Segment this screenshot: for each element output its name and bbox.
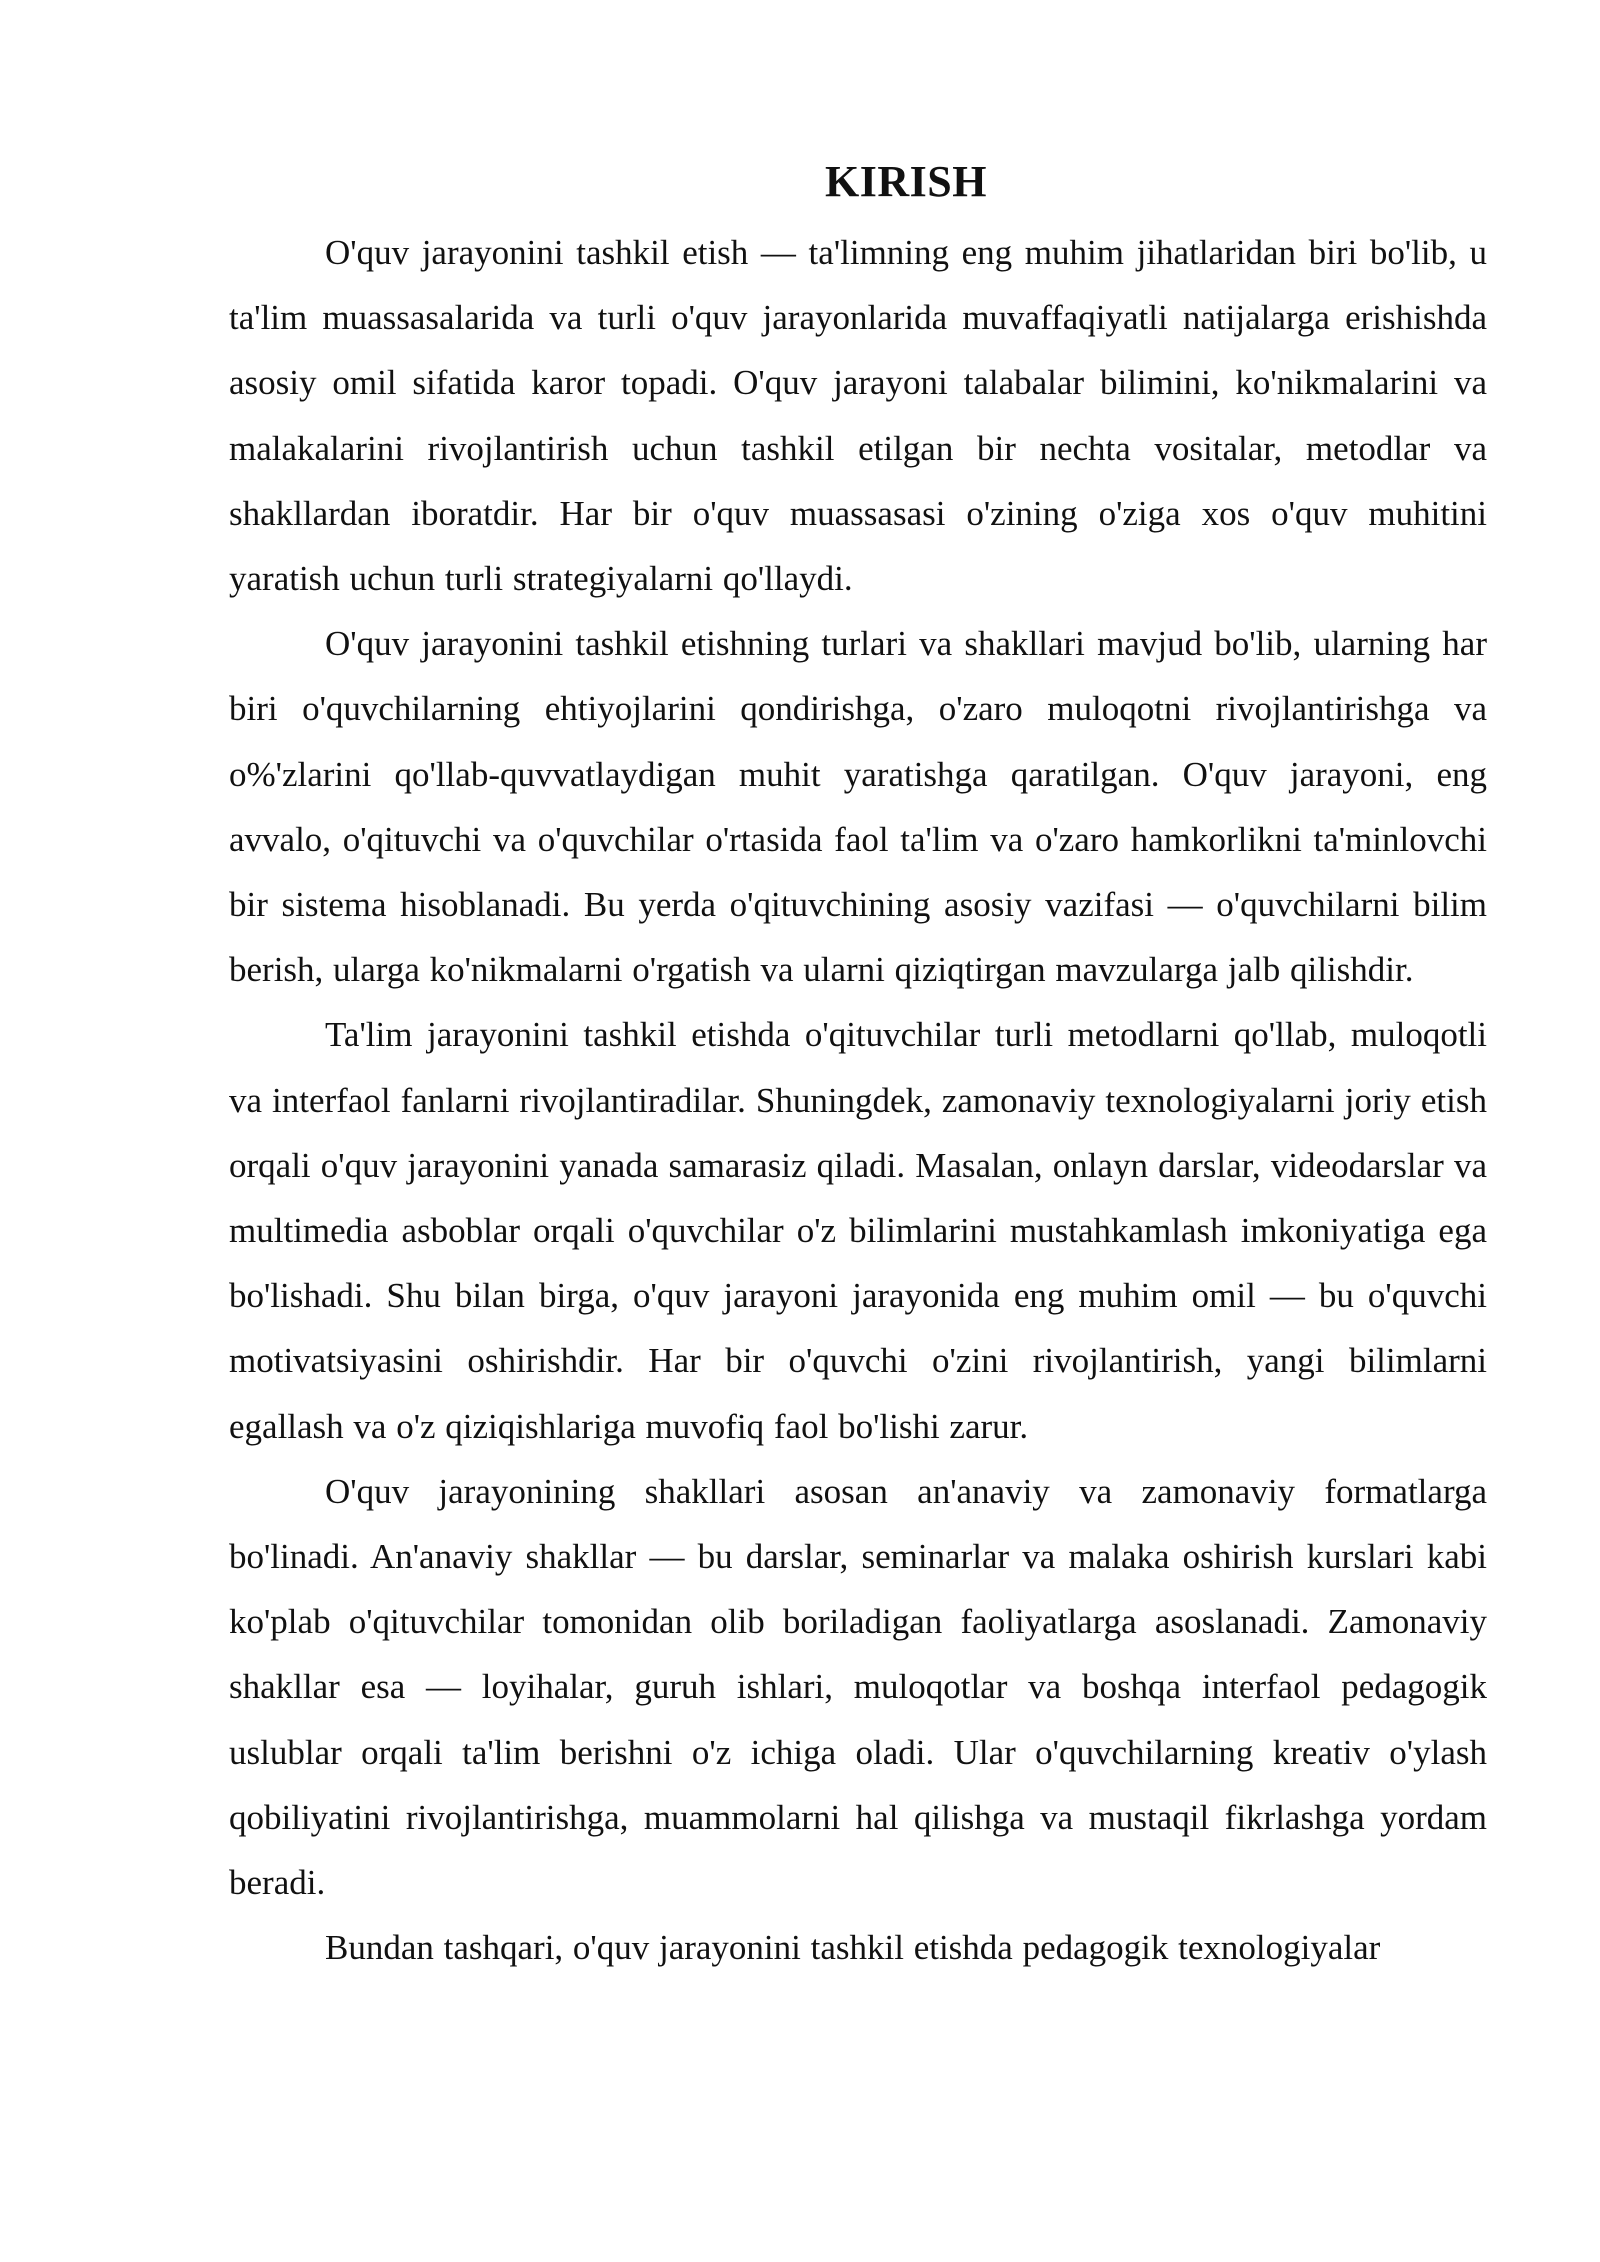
paragraph-4: O'quv jarayonining shakllari asosan an'anaviy va zamonaviy formatlarga bo'linadi. An'anaviy shakllar — bu darslar, seminarlar va malaka oshirish kurslari kabi ko'plab o'qituvchilar tomonidan olib boriladigan faoliyatlarga asoslanadi. Zamonaviy shakllar esa — loyihalar, guruh ishlari, muloqotlar va boshqa interfaol pedagogik uslublar orqali ta'lim berishni o'z ichiga oladi. Ular o'quvchilarning kreativ o'ylash qobiliyatini rivojlantirishga, muammolarni hal qilishga va mustaqil fikrlashga yordam beradi. bbox=[229, 1471, 1487, 1903]
paragraph-3: Ta'lim jarayonini tashkil etishda o'qituvchilar turli metodlarni qo'llab, muloqotli va interfaol fanlarni rivojlantiradilar. Shuningdek, zamonaviy texnologiyalarni joriy etish orqali o'quv jarayonini yanada samarasiz qiladi. Masalan, onlayn darslar, videodarslar va multimedia asboblar orqali o'quvchilar o'z bilimlarini mustahkamlash imkoniyatiga ega bo'lishadi. Shu bilan birga, o'quv jarayoni jarayonida eng muhim omil — bu o'quvchi motivatsiyasini oshirishdir. Har bir o'quvchi o'zini rivojlantirish, yangi bilimlarni egallash va o'z qiziqishlariga muvofiq faol bo'lishi zarur. bbox=[229, 1015, 1487, 1446]
paragraph-2: O'quv jarayonini tashkil etishning turlari va shakllari mavjud bo'lib, ularning har biri o'quvchilarning ehtiyojlarini qondirishga, o'zaro muloqotni rivojlantirishga va o%'zlarini qo'llab-quvvatlaydigan muhit yaratishga qaratilgan. O'quv jarayoni, eng avvalo, o'qituvchi va o'quvchilar o'rtasida faol ta'lim va o'zaro hamkorlikni ta'minlovchi bir sistema hisoblanadi. Bu yerda o'qituvchining asosiy vazifasi — o'quvchilarni bilim berish, ularga ko'nikmalarni o'rgatish va ularni qiziqtirgan mavzularga jalb qilishdir. bbox=[229, 624, 1487, 990]
page-title: KIRISH bbox=[825, 157, 987, 206]
document-body bbox=[229, 150, 1487, 1980]
paragraph-1: O'quv jarayonini tashkil etish — ta'limning eng muhim jihatlaridan biri bo'lib, u ta'lim muassasalarida va turli o'quv jarayonlarida muvaffaqiyatli natijalarga erishishda asosiy omil sifatida karor topadi. O'quv jarayoni talabalar bilimini, ko'nikmalarini va malakalarini rivojlantirish uchun tashkil etilgan bir nechta vositalar, metodlar va shakllardan iboratdir. Har bir o'quv muassasasi o'zining o'ziga xos o'quv muhitini yaratish uchun turli strategiyalarni qo'llaydi. bbox=[229, 233, 1487, 599]
paragraph-5: Bundan tashqari, o'quv jarayonini tashkil etishda pedagogik texnologiyalar bbox=[325, 1928, 1381, 1968]
